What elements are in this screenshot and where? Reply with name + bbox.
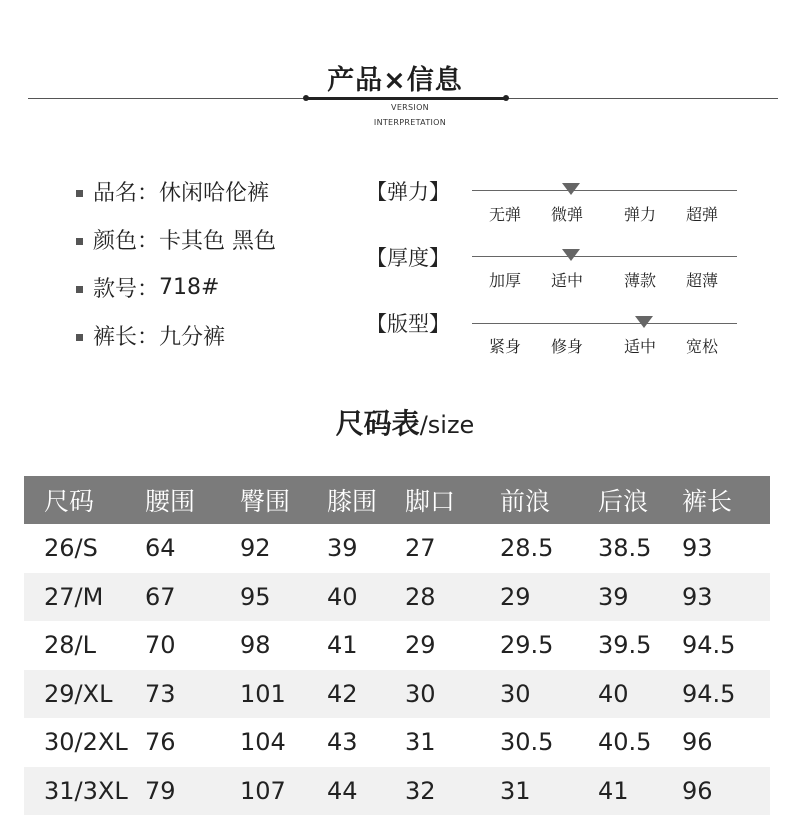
table-cell: 101 — [240, 679, 286, 708]
scale-marker-fit-icon — [635, 316, 653, 328]
table-header-cell: 尺码 — [44, 487, 95, 516]
scale-option: 适中 — [551, 271, 584, 290]
table-cell: 93 — [682, 534, 713, 563]
size-table-title-main: 尺码表 — [335, 407, 420, 440]
table-row — [24, 767, 770, 816]
table-cell: 30/2XL — [44, 728, 128, 757]
scale-label-fit: 【版型】 — [366, 312, 450, 336]
table-cell: 94.5 — [682, 679, 736, 708]
bullet-icon — [76, 190, 83, 197]
scale-option: 无弹 — [489, 205, 522, 224]
table-cell: 42 — [327, 679, 358, 708]
scale-marker-thickness-icon — [562, 249, 580, 261]
table-cell: 31 — [500, 776, 531, 805]
scale-label-thickness: 【厚度】 — [366, 246, 450, 270]
scale-marker-elasticity-icon — [562, 183, 580, 195]
table-cell: 30 — [500, 679, 531, 708]
info-item-color — [76, 224, 276, 255]
info-item-length — [76, 320, 225, 351]
table-row — [24, 573, 770, 622]
table-cell: 70 — [145, 631, 176, 660]
size-table-title-suffix: /size — [419, 411, 475, 439]
table-cell: 29/XL — [44, 679, 113, 708]
table-cell: 73 — [145, 679, 176, 708]
table-cell: 104 — [240, 728, 286, 757]
table-cell: 32 — [405, 776, 436, 805]
bullet-icon — [76, 286, 83, 293]
table-cell: 39 — [327, 534, 358, 563]
page-title: 产品×信息 — [327, 65, 463, 96]
info-value: 休闲哈伦裤 — [159, 181, 270, 206]
size-table-title — [0, 402, 790, 442]
info-item-name — [76, 176, 269, 207]
table-cell: 39 — [598, 582, 629, 611]
table-row — [24, 524, 770, 573]
table-header-cell: 脚口 — [405, 487, 456, 516]
scale-option: 紧身 — [489, 337, 522, 356]
table-row — [24, 718, 770, 767]
table-cell: 93 — [682, 582, 713, 611]
table-cell: 92 — [240, 534, 271, 563]
table-row — [24, 670, 770, 719]
table-cell: 31/3XL — [44, 776, 128, 805]
table-header-row — [24, 476, 770, 524]
scale-option: 弹力 — [624, 205, 657, 224]
scale-line-elasticity — [472, 190, 737, 191]
table-cell: 94.5 — [682, 631, 736, 660]
table-header-cell: 裤长 — [682, 487, 733, 516]
table-cell: 96 — [682, 776, 713, 805]
header-subtitle-version: VERSION — [391, 103, 429, 112]
info-label: 品名： — [93, 181, 160, 206]
info-value: 九分裤 — [159, 325, 226, 350]
scale-option: 修身 — [551, 337, 584, 356]
table-cell: 41 — [598, 776, 629, 805]
table-header-cell: 臀围 — [240, 487, 291, 516]
info-value: 718# — [159, 275, 220, 300]
table-cell: 29.5 — [500, 631, 554, 660]
size-table — [24, 476, 770, 815]
table-cell: 28.5 — [500, 534, 554, 563]
header-subtitle-interpretation: INTERPRETATION — [373, 118, 447, 127]
table-cell: 107 — [240, 776, 286, 805]
scale-option: 微弹 — [551, 205, 584, 224]
scale-option: 适中 — [624, 337, 657, 356]
table-cell: 27/M — [44, 582, 104, 611]
table-cell: 41 — [327, 631, 358, 660]
table-header-cell: 前浪 — [500, 487, 551, 516]
header-divider-accent — [306, 97, 506, 100]
table-row — [24, 621, 770, 670]
table-header-cell: 膝围 — [327, 487, 378, 516]
scale-option: 薄款 — [624, 271, 657, 290]
table-cell: 30 — [405, 679, 436, 708]
info-label: 款号： — [93, 277, 160, 302]
scale-option: 加厚 — [489, 271, 522, 290]
table-cell: 29 — [500, 582, 531, 611]
table-cell: 38.5 — [598, 534, 652, 563]
table-header-cell: 腰围 — [145, 487, 196, 516]
table-cell: 76 — [145, 728, 176, 757]
table-cell: 40 — [327, 582, 358, 611]
divider-dot-right — [503, 95, 509, 101]
info-value: 卡其色 黑色 — [159, 229, 277, 254]
table-cell: 64 — [145, 534, 176, 563]
scale-label-elasticity: 【弹力】 — [366, 180, 450, 204]
table-cell: 39.5 — [598, 631, 652, 660]
info-label: 颜色： — [93, 229, 160, 254]
table-cell: 27 — [405, 534, 436, 563]
info-item-style-number — [76, 272, 219, 303]
table-cell: 31 — [405, 728, 436, 757]
scale-line-thickness — [472, 256, 737, 257]
table-cell: 98 — [240, 631, 271, 660]
table-cell: 44 — [327, 776, 358, 805]
scale-option: 宽松 — [686, 337, 719, 356]
table-cell: 43 — [327, 728, 358, 757]
bullet-icon — [76, 238, 83, 245]
scale-option: 超弹 — [686, 205, 719, 224]
table-cell: 95 — [240, 582, 271, 611]
table-cell: 67 — [145, 582, 176, 611]
table-cell: 96 — [682, 728, 713, 757]
info-label: 裤长： — [93, 325, 160, 350]
table-cell: 79 — [145, 776, 176, 805]
scale-option: 超薄 — [686, 271, 719, 290]
table-header-cell: 后浪 — [598, 487, 649, 516]
table-cell: 29 — [405, 631, 436, 660]
table-cell: 28 — [405, 582, 436, 611]
scale-line-fit — [472, 323, 737, 324]
table-cell: 40 — [598, 679, 629, 708]
divider-dot-left — [303, 95, 309, 101]
table-cell: 26/S — [44, 534, 98, 563]
bullet-icon — [76, 334, 83, 341]
table-cell: 28/L — [44, 631, 96, 660]
table-cell: 30.5 — [500, 728, 554, 757]
table-cell: 40.5 — [598, 728, 652, 757]
